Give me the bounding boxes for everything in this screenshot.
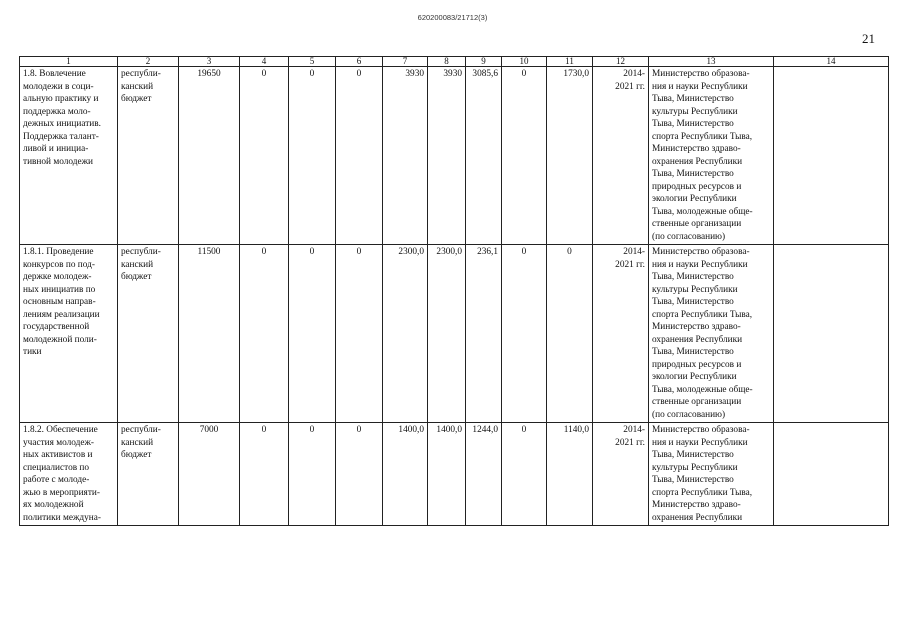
measure-name: 1.8. Вовлечение молодежи в соци- альную практику и поддержка моло- дежных инициатив. Поддержка талант- ливой и инициа- тивной молодежи — [20, 67, 118, 245]
column-header: 5 — [289, 57, 336, 67]
year-amount: 0 — [502, 423, 547, 526]
measure-name: 1.8.2. Обеспечение участия молодеж- ных активистов и специалистов по работе с молоде- жью в мероприяти- ях молодежной политики междуна- — [20, 423, 118, 526]
year-amount: 0 — [240, 245, 289, 423]
measure-name: 1.8.1. Проведение конкурсов по под- держке молодеж- ных инициатив по основным направ- лениям реализации государственной молодежной поли- тики — [20, 245, 118, 423]
page-number: 21 — [862, 31, 875, 46]
period: 2014- 2021 гг. — [593, 423, 649, 526]
year-amount: 0 — [289, 423, 336, 526]
year-amount: 0 — [240, 67, 289, 245]
period: 2014- 2021 гг. — [593, 245, 649, 423]
total-amount: 19650 — [179, 67, 240, 245]
year-amount: 1400,0 — [383, 423, 428, 526]
year-amount: 3930 — [383, 67, 428, 245]
funding-source: республи- канский бюджет — [118, 67, 179, 245]
year-amount: 3930 — [428, 67, 466, 245]
period: 2014- 2021 гг. — [593, 67, 649, 245]
column-header: 9 — [466, 57, 502, 67]
column-header: 1 — [20, 57, 118, 67]
column-number-row — [20, 57, 889, 67]
column-header: 2 — [118, 57, 179, 67]
year-amount: 0 — [336, 423, 383, 526]
column-header: 8 — [428, 57, 466, 67]
column-header: 12 — [593, 57, 649, 67]
year-amount: 1400,0 — [428, 423, 466, 526]
total-amount: 11500 — [179, 245, 240, 423]
year-amount: 236,1 — [466, 245, 502, 423]
column-header: 4 — [240, 57, 289, 67]
document-id: 620200083/21712(3) — [417, 13, 488, 22]
expected-results — [774, 67, 889, 245]
year-amount: 0 — [547, 245, 593, 423]
year-amount: 1244,0 — [466, 423, 502, 526]
year-amount: 0 — [336, 245, 383, 423]
expected-results — [774, 245, 889, 423]
expected-results — [774, 423, 889, 526]
year-amount: 0 — [502, 67, 547, 245]
year-amount: 3085,6 — [466, 67, 502, 245]
responsible-executors: Министерство образова- ния и науки Республики Тыва, Министерство культуры Республики Тыва, Министерство спорта Республики Тыва, Министерство здраво- охранения Республики Тыва, Министерство природных ресурсов и экологии Республики Тыва, молодежные обще- ственные организации (по согласованию) — [649, 67, 774, 245]
table-row — [20, 67, 889, 245]
column-header: 14 — [774, 57, 889, 67]
table-row — [20, 423, 889, 526]
year-amount: 0 — [289, 67, 336, 245]
column-header: 3 — [179, 57, 240, 67]
program-table — [19, 56, 889, 526]
year-amount: 1140,0 — [547, 423, 593, 526]
year-amount: 2300,0 — [428, 245, 466, 423]
year-amount: 0 — [289, 245, 336, 423]
responsible-executors: Министерство образова- ния и науки Республики Тыва, Министерство культуры Республики Тыва, Министерство спорта Республики Тыва, Министерство здраво- охранения Республики Тыва, Министерство природных ресурсов и экологии Республики Тыва, молодежные обще- ственные организации (по согласованию) — [649, 245, 774, 423]
funding-source: республи- канский бюджет — [118, 245, 179, 423]
table-row — [20, 245, 889, 423]
year-amount: 0 — [502, 245, 547, 423]
funding-source: республи- канский бюджет — [118, 423, 179, 526]
total-amount: 7000 — [179, 423, 240, 526]
year-amount: 0 — [336, 67, 383, 245]
column-header: 10 — [502, 57, 547, 67]
year-amount: 1730,0 — [547, 67, 593, 245]
column-header: 6 — [336, 57, 383, 67]
column-header: 11 — [547, 57, 593, 67]
responsible-executors: Министерство образова- ния и науки Республики Тыва, Министерство культуры Республики Тыва, Министерство спорта Республики Тыва, Министерство здраво- охранения Республики — [649, 423, 774, 526]
column-header: 7 — [383, 57, 428, 67]
year-amount: 0 — [240, 423, 289, 526]
year-amount: 2300,0 — [383, 245, 428, 423]
column-header: 13 — [649, 57, 774, 67]
